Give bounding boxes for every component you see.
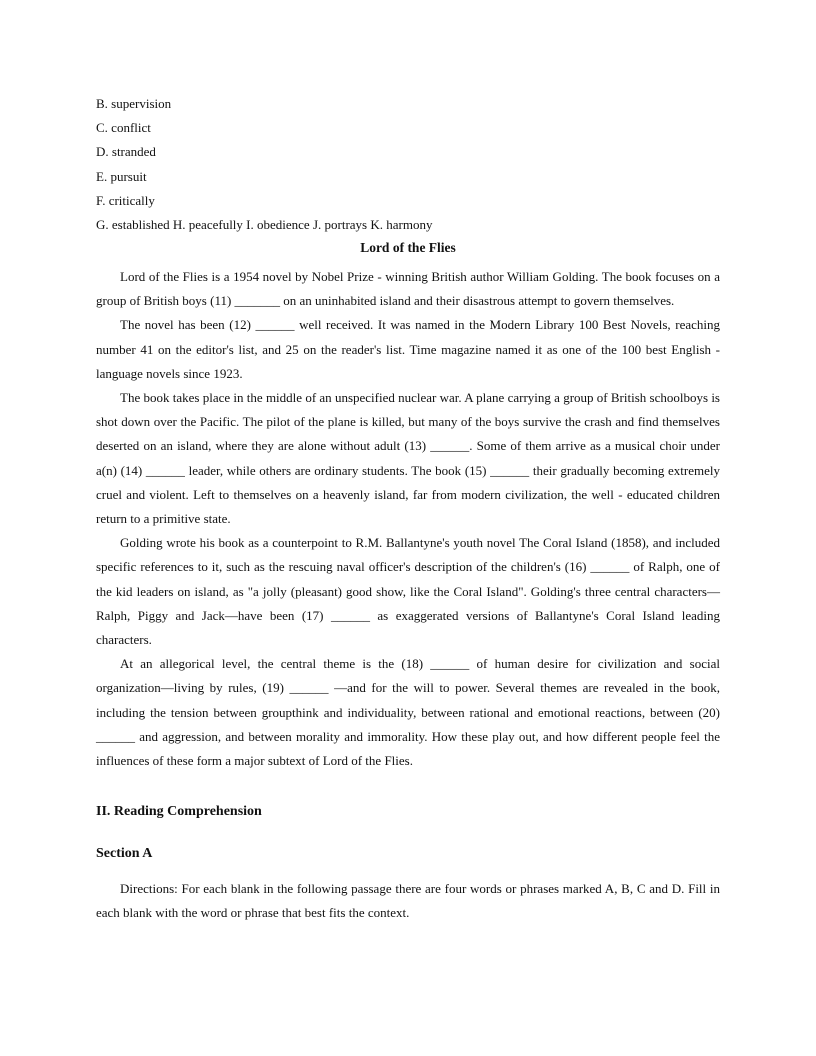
- directions-text: Directions: For each blank in the following passage there are four words or phrases marked A, B, C and D. Fill in each blank with the word or phrase that best fits the context.: [96, 881, 720, 921]
- subsection-heading: Section A: [96, 846, 153, 862]
- option-g-to-k: G. established H. peacefully I. obedience J. portrays K. harmony: [96, 217, 433, 232]
- passage-title: Lord of the Flies: [360, 240, 456, 255]
- passage-paragraph: Lord of the Flies is a 1954 novel by Nobel Prize - winning British author William Golding. The book focuses on a group of British boys (11) _______ on an uninhabited island and their disastrous attempt to govern themselves.: [96, 269, 720, 309]
- option-c: C. conflict: [96, 120, 151, 135]
- option-f: F. critically: [96, 193, 155, 208]
- passage-paragraph: The novel has been (12) ______ well received. It was named in the Modern Library 100 Best Novels, reaching number 41 on the editor's list, and 25 on the reader's list. Time magazine named it as one of the 100 best English - language novels since 1923.: [96, 317, 720, 381]
- option-e: E. pursuit: [96, 169, 147, 184]
- option-d: D. stranded: [96, 144, 156, 159]
- passage-paragraph: The book takes place in the middle of an unspecified nuclear war. A plane carrying a group of British schoolboys is shot down over the Pacific. The pilot of the plane is killed, but many of the boys survive the crash and find themselves deserted on an island, where they are alone without adult (13) ______. Some of them arrive as a musical choir under a(n) (14) ______ leader, while others are ordinary students. The book (15) ______ their gradually becoming extremely cruel and violent. Left to themselves on a heavenly island, far from modern civilization, the well - educated children return to a primitive state.: [96, 390, 720, 527]
- option-b: B. supervision: [96, 96, 172, 111]
- passage-paragraph: Golding wrote his book as a counterpoint to R.M. Ballantyne's youth novel The Coral Island (1858), and included specific references to it, such as the rescuing naval officer's description of the children's (16) ______ of Ralph, one of the kid leaders on island, as "a jolly (pleasant) good show, like the Coral Island". Golding's three central characters—Ralph, Piggy and Jack—have been (17) ______ as exaggerated versions of Ballantyne's Coral Island leading characters.: [96, 535, 720, 648]
- section-heading: II. Reading Comprehension: [96, 804, 262, 820]
- passage-content: [96, 240, 720, 926]
- passage-paragraph: At an allegorical level, the central theme is the (18) ______ of human desire for civilization and social organization—living by rules, (19) ______ —and for the will to power. Several themes are revealed in the book, including the tension between groupthink and individuality, between rational and emotional reactions, between (20) ______ and aggression, and between morality and immorality. How these play out, and how different people feel the influences of these form a major subtext of Lord of the Flies.: [96, 656, 720, 769]
